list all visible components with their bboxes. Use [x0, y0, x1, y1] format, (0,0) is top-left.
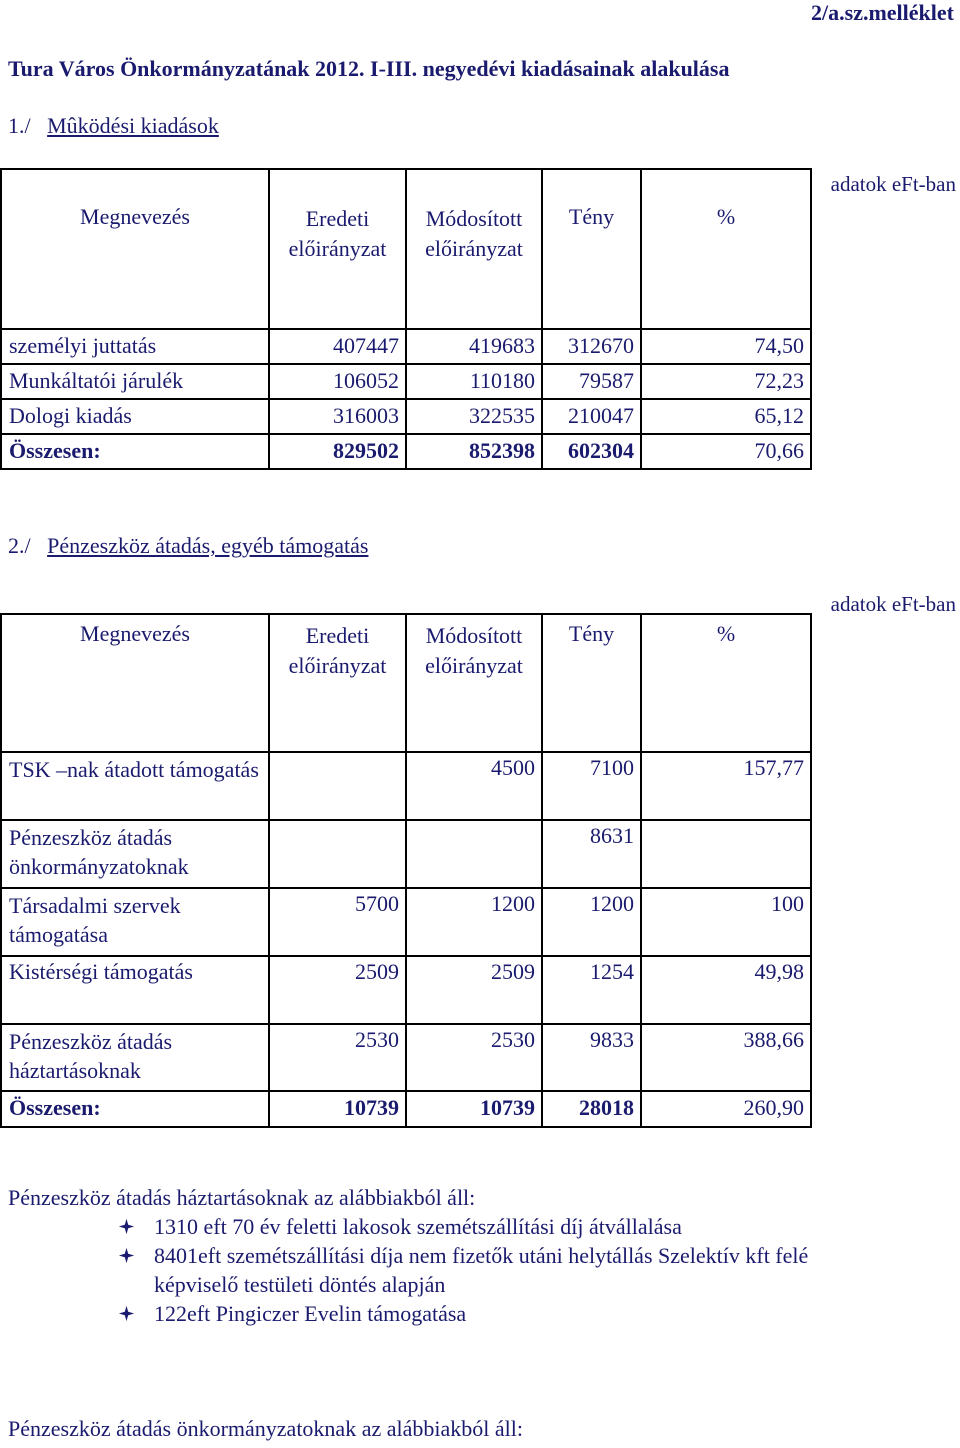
diamond-bullet-icon	[118, 1305, 135, 1322]
row-modified: 110180	[406, 364, 542, 399]
diamond-bullet-icon	[118, 1247, 135, 1264]
col-header-percent: %	[641, 169, 811, 329]
row-actual: 28018	[542, 1091, 641, 1127]
row-percent: 388,66	[641, 1024, 811, 1091]
row-actual: 602304	[542, 434, 641, 469]
row-name: TSK –nak átadott támogatás	[1, 752, 269, 820]
row-original: 407447	[269, 329, 406, 364]
table-header-row	[1, 169, 811, 329]
row-modified: 10739	[406, 1091, 542, 1127]
col-header-percent: %	[641, 614, 811, 752]
row-original: 5700	[269, 888, 406, 956]
row-actual: 1254	[542, 956, 641, 1024]
col-header-modified: Módosított előirányzat	[406, 169, 542, 329]
annex-label: 2/a.sz.melléklet	[811, 0, 954, 25]
row-modified: 852398	[406, 434, 542, 469]
transfers-table	[0, 613, 812, 1128]
row-modified: 2530	[406, 1024, 542, 1091]
row-modified: 2509	[406, 956, 542, 1024]
row-percent: 49,98	[641, 956, 811, 1024]
row-percent: 157,77	[641, 752, 811, 820]
section1-heading	[8, 113, 219, 139]
table-row	[1, 1024, 811, 1091]
row-original	[269, 820, 406, 888]
row-name: Pénzeszköz átadás önkormányzatoknak	[1, 820, 269, 888]
row-modified: 419683	[406, 329, 542, 364]
row-actual: 7100	[542, 752, 641, 820]
section2-number: 2./	[8, 533, 31, 558]
table-row	[1, 820, 811, 888]
row-modified: 4500	[406, 752, 542, 820]
table-header-row	[1, 614, 811, 752]
section2-unit: adatok eFt-ban	[830, 592, 956, 616]
row-original: 316003	[269, 399, 406, 434]
col-header-actual: Tény	[542, 614, 641, 752]
row-name: személyi juttatás	[1, 329, 269, 364]
table-row	[1, 364, 811, 399]
section1-title: Mûködési kiadások	[47, 113, 219, 138]
row-name: Összesen:	[1, 1091, 269, 1127]
bullet-item: 8401eft szemétszállítási díja nem fizetők utáni helytállás Szelektív kft felé	[154, 1243, 809, 1268]
operating-expenses-table	[0, 168, 812, 470]
col-header-original: Eredeti előirányzat	[269, 614, 406, 752]
col-header-name: Megnevezés	[1, 169, 269, 329]
row-actual: 79587	[542, 364, 641, 399]
row-original: 2530	[269, 1024, 406, 1091]
row-percent: 65,12	[641, 399, 811, 434]
row-name: Összesen:	[1, 434, 269, 469]
row-original: 2509	[269, 956, 406, 1024]
row-name: Kistérségi támogatás	[1, 956, 269, 1024]
row-modified: 322535	[406, 399, 542, 434]
row-actual: 8631	[542, 820, 641, 888]
row-percent: 100	[641, 888, 811, 956]
row-name: Pénzeszköz átadás háztartásoknak	[1, 1024, 269, 1091]
row-name: Munkáltatói járulék	[1, 364, 269, 399]
row-percent: 74,50	[641, 329, 811, 364]
table-row	[1, 329, 811, 364]
row-name: Dologi kiadás	[1, 399, 269, 434]
row-original: 829502	[269, 434, 406, 469]
section2-title: Pénzeszköz átadás, egyéb támogatás	[47, 533, 369, 558]
row-actual: 1200	[542, 888, 641, 956]
bullet-item: 122eft Pingiczer Evelin támogatása	[154, 1301, 467, 1326]
table-total-row	[1, 1091, 811, 1127]
row-percent: 260,90	[641, 1091, 811, 1127]
row-percent: 72,23	[641, 364, 811, 399]
section1-unit: adatok eFt-ban	[830, 172, 956, 196]
row-percent: 70,66	[641, 434, 811, 469]
table-row	[1, 399, 811, 434]
table-row	[1, 956, 811, 1024]
page-title: Tura Város Önkormányzatának 2012. I-III. negyedévi kiadásainak alakulása	[8, 56, 730, 81]
col-header-name: Megnevezés	[1, 614, 269, 752]
table-total-row	[1, 434, 811, 469]
row-name: Társadalmi szervek támogatása	[1, 888, 269, 956]
section1-number: 1./	[8, 113, 31, 138]
row-original	[269, 752, 406, 820]
diamond-bullet-icon	[118, 1218, 135, 1235]
bullet-item: 1310 eft 70 év feletti lakosok szemétszállítási díj átvállalása	[154, 1214, 682, 1239]
row-actual: 9833	[542, 1024, 641, 1091]
section2-heading	[8, 533, 368, 559]
households-intro: Pénzeszköz átadás háztartásoknak az alábbiakból áll:	[8, 1185, 476, 1210]
row-percent	[641, 820, 811, 888]
table-row	[1, 888, 811, 956]
row-modified: 1200	[406, 888, 542, 956]
bullet-item-continuation: képviselő testületi döntés alapján	[154, 1272, 446, 1297]
col-header-actual: Tény	[542, 169, 641, 329]
row-original: 106052	[269, 364, 406, 399]
table-row	[1, 752, 811, 820]
row-original: 10739	[269, 1091, 406, 1127]
col-header-original: Eredeti előirányzat	[269, 169, 406, 329]
municipalities-intro: Pénzeszköz átadás önkormányzatoknak az alábbiakból áll:	[8, 1416, 523, 1441]
row-modified	[406, 820, 542, 888]
row-actual: 312670	[542, 329, 641, 364]
col-header-modified: Módosított előirányzat	[406, 614, 542, 752]
row-actual: 210047	[542, 399, 641, 434]
